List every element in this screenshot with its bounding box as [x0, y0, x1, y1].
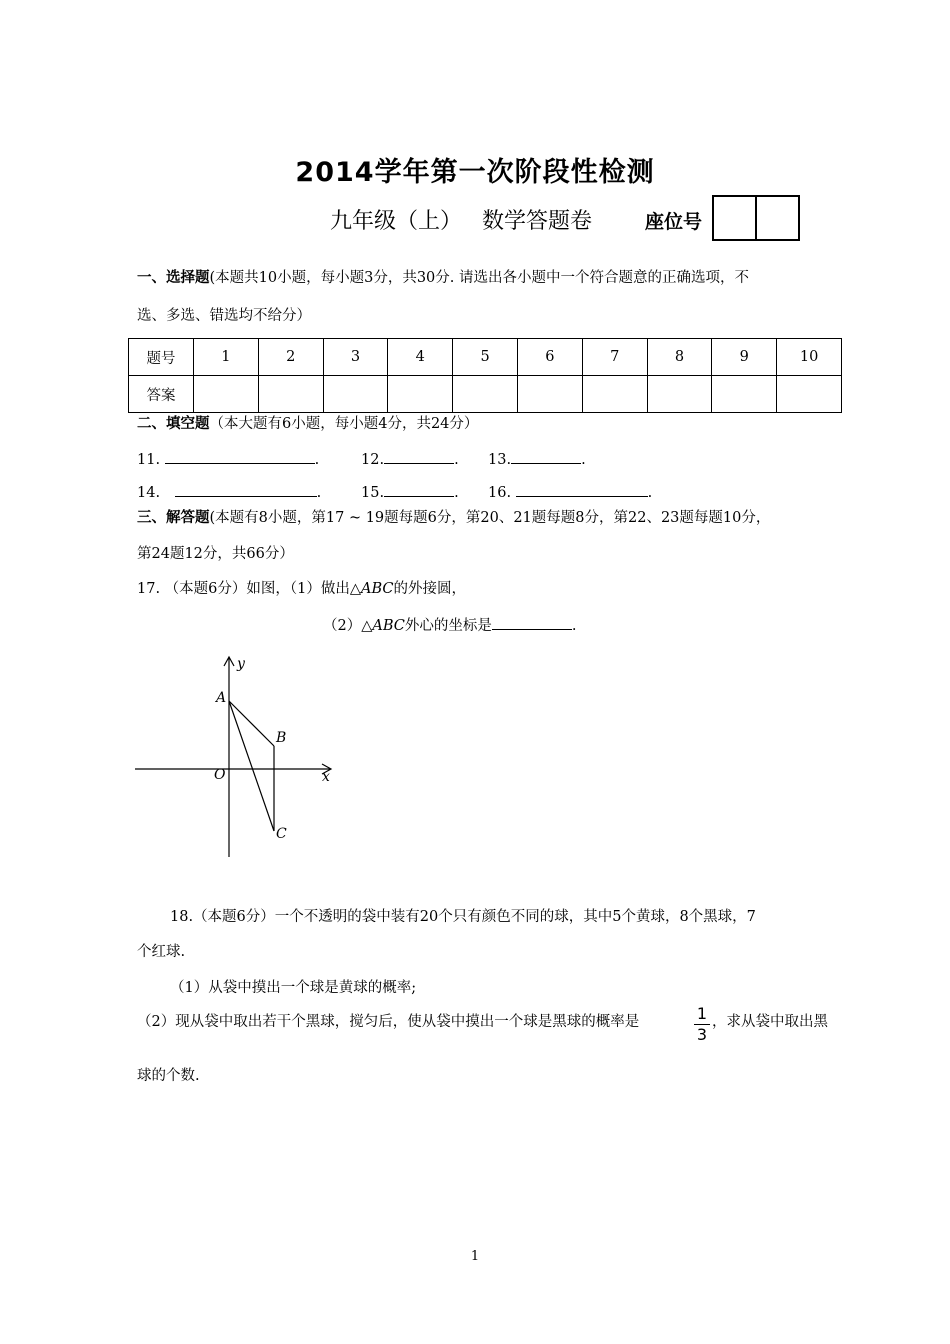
q16-label: 16. — [488, 485, 512, 501]
label-y: y — [237, 656, 245, 672]
section1-line1 — [137, 268, 749, 288]
answer-cell[interactable] — [194, 376, 259, 413]
q12-answer-line[interactable] — [384, 449, 454, 464]
page-title: 2014学年第一次阶段性检测 — [295, 157, 655, 188]
q17-dot: . — [571, 618, 577, 634]
fill-blank-15 — [361, 482, 459, 503]
q13-dot: . — [581, 452, 586, 468]
page-number: 1 — [470, 1249, 480, 1264]
q17-abc-2: ABC — [372, 618, 405, 634]
answer-cell[interactable] — [453, 376, 518, 413]
section1-desc-1: (本题共10小题，每小题3分，共30分. 请选出各小题中一个符合题意的正确选项，不 — [209, 270, 749, 286]
question-number: 8 — [647, 339, 712, 376]
fill-blank-14 — [137, 482, 321, 503]
question-number: 10 — [777, 339, 842, 376]
question-number: 1 — [194, 339, 259, 376]
grade-label: 九年级（上） — [330, 209, 463, 234]
q18-part2-a: （2）现从袋中取出若干个黑球，搅匀后，使从袋中摸出一个球是黑球的概率是 — [137, 1014, 640, 1030]
label-b: B — [276, 730, 287, 746]
q12-label: 12. — [361, 452, 385, 468]
q14-answer-line[interactable] — [175, 482, 317, 497]
fraction-denominator: 3 — [696, 1025, 708, 1044]
section3-desc-2: 第24题12分，共66分） — [137, 546, 294, 562]
section2-line — [137, 414, 478, 434]
q17-text-c: （2）△ — [323, 618, 373, 634]
answer-cell[interactable] — [258, 376, 323, 413]
q17-text-b: 的外接圆， — [393, 581, 467, 597]
answer-cell[interactable] — [777, 376, 842, 413]
q18-line1: 18.（本题6分）一个不透明的袋中装有20个只有颜色不同的球，其中5个黄球，8个黑球，7 — [170, 909, 756, 925]
q17-line2 — [323, 615, 577, 636]
q17-abc: ABC — [361, 581, 394, 597]
label-o: O — [214, 767, 226, 783]
q12-dot: . — [454, 452, 459, 468]
question-number: 7 — [582, 339, 647, 376]
seat-box-1[interactable] — [714, 197, 755, 239]
segment-ac — [229, 701, 274, 831]
q11-dot: . — [314, 452, 320, 468]
section3-line1 — [137, 508, 770, 528]
q16-answer-line[interactable] — [516, 482, 648, 497]
label-a: A — [216, 690, 227, 706]
q17-text-a: 17. （本题6分）如图，（1）做出△ — [137, 581, 362, 597]
section1-desc-2: 选、多选、错选均不给分） — [137, 308, 311, 324]
answer-cell[interactable] — [388, 376, 453, 413]
q18-line-last: 球的个数. — [137, 1068, 200, 1084]
answer-table — [128, 338, 842, 413]
table-row-numbers — [129, 339, 842, 376]
answer-cell[interactable] — [517, 376, 582, 413]
seat-number-boxes[interactable] — [712, 195, 800, 241]
answer-cell[interactable] — [647, 376, 712, 413]
q13-label: 13. — [488, 452, 512, 468]
q16-dot: . — [647, 485, 653, 501]
label-c: C — [276, 826, 287, 842]
q17-text-d: 外心的坐标是 — [404, 618, 492, 634]
fill-blank-12 — [361, 449, 459, 470]
section1-heading: 一、选择题 — [137, 270, 210, 286]
fill-blank-11 — [137, 449, 319, 470]
answer-cell[interactable] — [712, 376, 777, 413]
question-number: 9 — [712, 339, 777, 376]
answer-cell[interactable] — [582, 376, 647, 413]
q11-label: 11. — [137, 452, 161, 468]
seat-number-label: 座位号 — [645, 211, 703, 233]
fraction-one-third — [692, 1005, 712, 1044]
label-x: x — [322, 769, 330, 785]
sheet-label: 数学答题卷 — [482, 209, 593, 234]
answer-row-header: 答案 — [129, 376, 194, 413]
question-number-header: 题号 — [129, 339, 194, 376]
q11-answer-line[interactable] — [165, 449, 315, 464]
segment-ab — [229, 701, 274, 746]
q17-line1 — [137, 579, 466, 599]
question-number: 4 — [388, 339, 453, 376]
question-number: 3 — [323, 339, 388, 376]
section3-heading: 三、解答题 — [137, 510, 210, 526]
answer-cell[interactable] — [323, 376, 388, 413]
q14-label: 14. — [137, 485, 161, 501]
q18-part1: （1）从袋中摸出一个球是黄球的概率; — [170, 980, 417, 996]
table-row-answers — [129, 376, 842, 413]
q15-label: 15. — [361, 485, 385, 501]
q17-answer-line[interactable] — [492, 615, 572, 630]
q15-dot: . — [454, 485, 459, 501]
question-number: 6 — [517, 339, 582, 376]
page-subtitle — [330, 204, 592, 235]
fill-blank-16 — [488, 482, 652, 503]
q18-line2: 个红球. — [137, 944, 186, 960]
q13-answer-line[interactable] — [511, 449, 581, 464]
q18-part2-b: ，求从袋中取出黑 — [712, 1014, 828, 1030]
q15-answer-line[interactable] — [384, 482, 454, 497]
fill-blank-13 — [488, 449, 586, 470]
coordinate-figure — [130, 650, 340, 865]
section2-desc: （本大题有6小题，每小题4分，共24分） — [209, 416, 479, 432]
question-number: 5 — [453, 339, 518, 376]
seat-box-2[interactable] — [755, 197, 798, 239]
section3-desc-1: (本题有8小题，第17 ~ 19题每题6分，第20、21题每题8分，第22、23题每题10分， — [209, 510, 771, 526]
fraction-numerator: 1 — [696, 1004, 708, 1023]
q14-dot: . — [316, 485, 322, 501]
section2-heading: 二、填空题 — [137, 416, 210, 432]
question-number: 2 — [258, 339, 323, 376]
